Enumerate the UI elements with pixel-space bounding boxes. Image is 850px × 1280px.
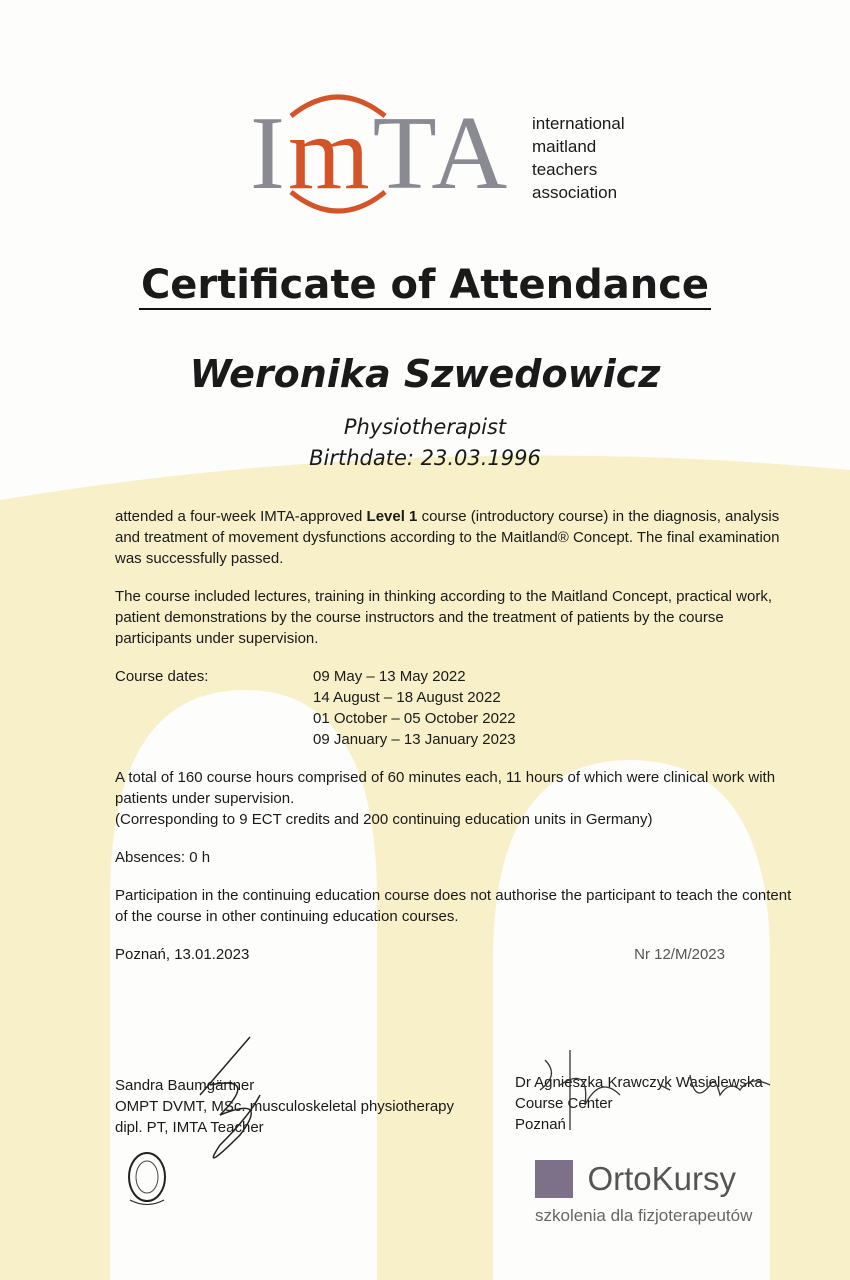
place-date: Poznań, 13.01.2023	[115, 946, 250, 963]
ortokursy-mark-icon	[535, 1160, 573, 1198]
paragraph-hours: A total of 160 course hours comprised of 60 minutes each, 11 hours of which were clinical work with patients under supervision. (Corresponding to 9 ECT credits and 200 continuing education units in Germany)	[115, 769, 776, 828]
absences: Absences: 0 h	[115, 849, 211, 866]
imta-seal	[120, 1145, 175, 1215]
logo-letters: ImTA	[250, 94, 511, 211]
paragraph-disclaimer: Participation in the continuing education course does not authorise the participant to teach the content of the course in other continuing education courses.	[115, 887, 792, 925]
course-dates: Course dates: 09 May – 13 May 2022 14 August – 18 August 2022 01 October – 05 October 2022 09 January – 13 January 2023	[115, 668, 516, 748]
recipient-details: Physiotherapist Birthdate: 23.03.1996	[309, 415, 541, 470]
certificate-body	[115, 506, 795, 965]
signer-right: Dr Agnieszka Krawczyk Wasielewska Course Center Poznań	[515, 1074, 763, 1133]
signature-right	[530, 1045, 775, 1135]
paragraph-content: The course included lectures, training in thinking according to the Maitland Concept, practical work, patient demonstrations by the course instructors and the treatment of patients by the course participants under supervision.	[115, 588, 773, 647]
certificate-title: Certificate of Attendance	[140, 262, 710, 308]
signature-left	[190, 1035, 280, 1165]
certificate-number: Nr 12/M/2023	[634, 946, 725, 963]
recipient-name: Weronika Szwedowicz	[189, 352, 661, 396]
ortokursy-logo: OrtoKursy szkolenia dla fizjoterapeutów	[535, 1160, 753, 1225]
paragraph-attendance: attended a four-week IMTA-approved Level 1 course (introductory course) in the diagnosis, analysis and treatment of movement dysfunctions according to the Maitland® Concept. The final examination was successfully passed.	[115, 508, 780, 567]
logo-subtitle: international maitland teachers association	[532, 114, 625, 202]
signer-left: Sandra Baumgärtner OMPT DVMT, MSc. musculoskeletal physiotherapy dipl. PT, IMTA Teacher	[115, 1077, 455, 1136]
